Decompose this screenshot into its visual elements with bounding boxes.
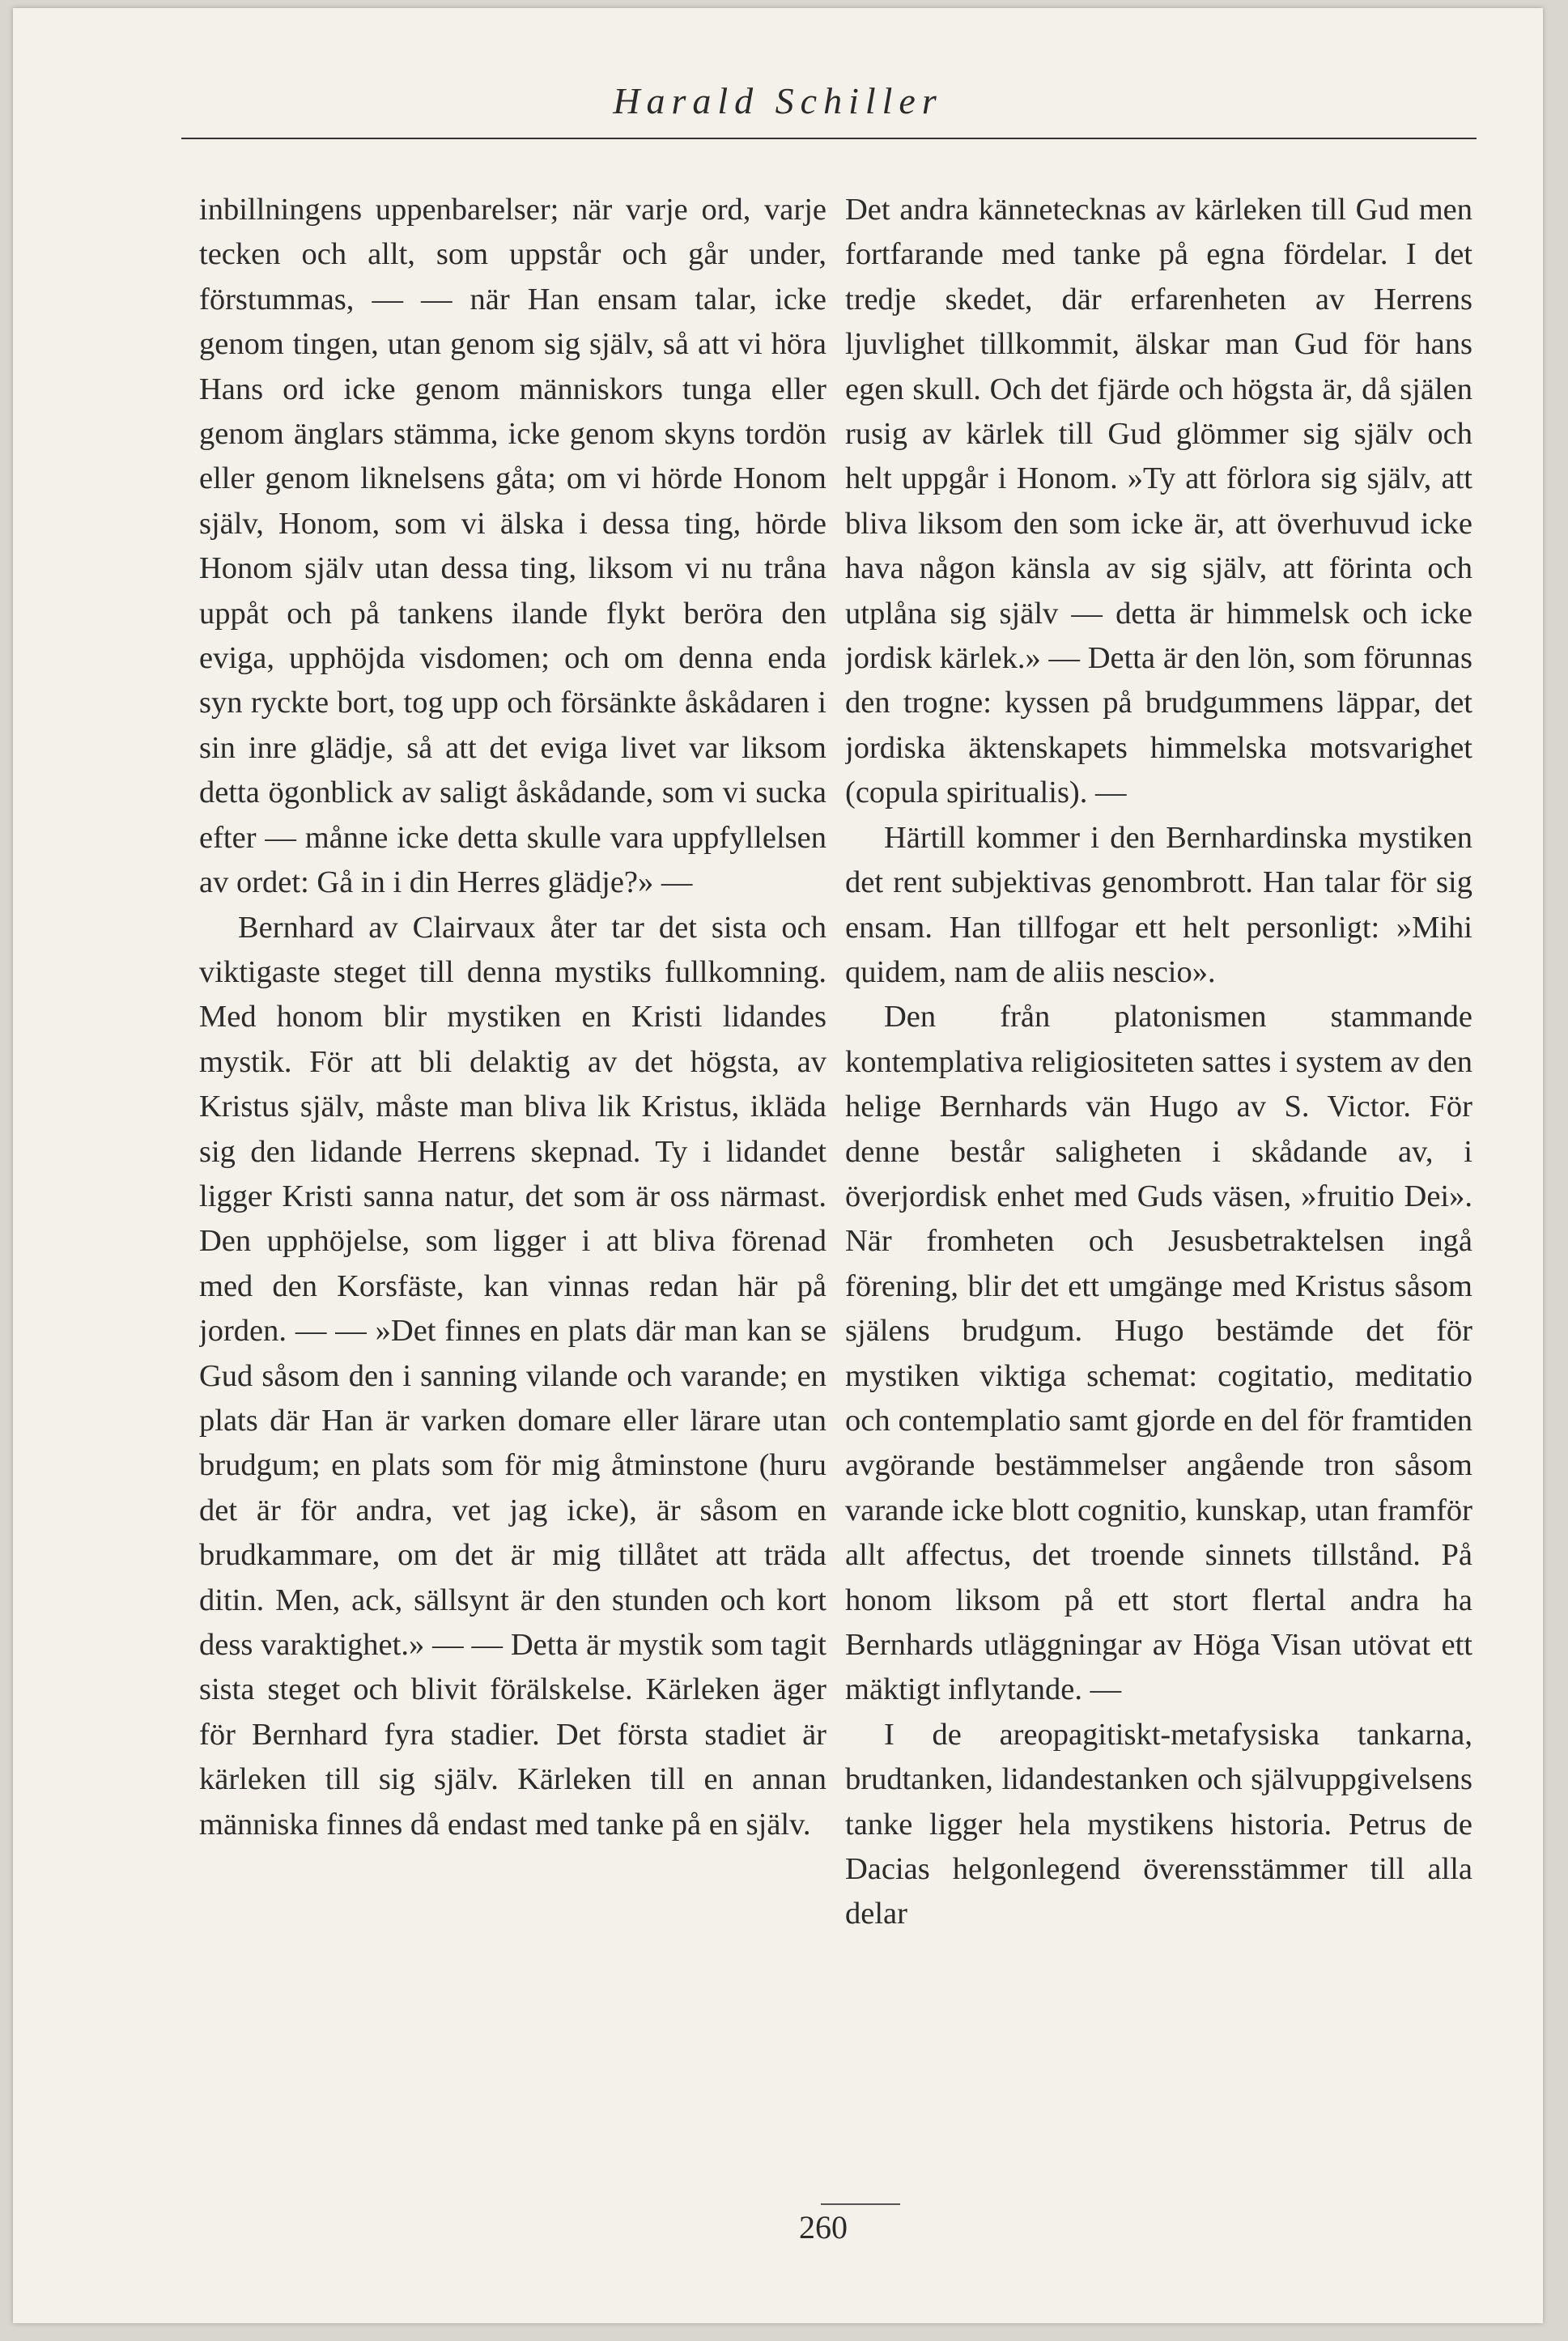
paragraph: inbillningens uppenbarelser; när varje ord, varje tecken och allt, som uppstår och går under, förstummas, — — när Han ensam talar, icke genom tingen, utan genom sig själv, så att vi höra Hans ord icke genom människors tunga eller genom änglars stämma, icke genom skyns tordön eller genom liknelsens gåta; om vi hörde Honom själv, Honom, som vi älska i dessa ting, hörde Honom själv utan dessa ting, liksom vi nu tråna uppåt och på tankens ilande flykt beröra den eviga, upphöjda visdomen; och om denna enda syn ryckte bort, tog upp och försänkte åskådaren i sin inre glädje, så att det eviga livet var liksom detta ögonblick av saligt åskådande, som vi sucka efter — månne icke detta skulle vara uppfyllelsen av ordet: Gå in i din Herres glädje?» — — [199, 193, 826, 900]
right-column — [845, 188, 1472, 2179]
left-column — [199, 188, 826, 2179]
page-number-rule — [821, 2203, 900, 2205]
paragraph: Det andra kännetecknas av kärleken till Gud men fortfarande med tanke på egna fördelar. I det tredje skedet, där erfarenheten av Herrens ljuvlighet tillkommit, älskar man Gud för hans egen skull. Och det fjärde och högsta är, då själen rusig av kärlek till Gud glömmer sig själv och helt uppgår i Honom. »Ty att förlora sig själv, att bliva liksom den som icke är, att överhuvud icke hava någon känsla av sig själv, att förinta och utplåna sig själv — detta är himmelsk och icke jordisk kärlek.» — Detta är den lön, som förunnas den trogne: kyssen på brudgummens läppar, det jordiska äktenskapets himmelska motsvarighet (copula spiritualis). — — [845, 193, 1472, 810]
paragraph: I de areopagitiskt-metafysiska tankarna, brudtanken, lidandestanken och självuppgivelsens tanke ligger hela mystikens historia. Petrus de Dacias helgonlegend överensstämmer till alla delar — [845, 1717, 1472, 1931]
running-header: Harald Schiller — [613, 80, 943, 121]
paragraph: Härtill kommer i den Bernhardinska mystiken det rent subjektivas genombrott. Han talar för sig ensam. Han tillfogar ett helt personligt: »Mihi quidem, nam de aliis nescio». — [845, 820, 1472, 989]
book-page — [13, 8, 1543, 2323]
page-number: 260 — [799, 2209, 848, 2245]
paragraph: Den från platonismen stammande kontemplativa religiositeten sattes i system av den helige Bernhards vän Hugo av S. Victor. För denne består saligheten i skådande av, i överjordisk enhet med Guds väsen, »fruitio Dei». När fromheten och Jesusbetraktelsen ingå förening, blir det ett umgänge med Kristus såsom själens brudgum. Hugo bestämde det för mystiken viktiga schemat: cogitatio, meditatio och contemplatio samt gjorde en del för framtiden avgörande bestämmelser angående tron såsom varande icke blott cognitio, kunskap, utan framför allt affectus, det troende sinnets tillstånd. På honom liksom på ett stort flertal andra ha Bernhards utläggningar av Höga Visan utövat ett mäktigt inflytande. — — [845, 1000, 1472, 1707]
header-rule — [181, 138, 1477, 139]
paragraph: Bernhard av Clairvaux åter tar det sista och viktigaste steget till denna mystiks fullkomning. Med honom blir mystiken en Kristi lidandes mystik. För att bli delaktig av det högsta, av Kristus själv, måste man bliva lik Kristus, ikläda sig den lidande Herrens skepnad. Ty i lidandet ligger Kristi sanna natur, det som är oss närmast. Den upphöjelse, som ligger i att bliva förenad med den Korsfäste, kan vinnas redan här på jorden. — — »Det finnes en plats där man kan se Gud såsom den i sanning vilande och varande; en plats där Han är varken domare eller lärare utan brudgum; en plats som för mig åtminstone (huru det är för andra, vet jag icke), är såsom en brudkammare, om det är mig tillåtet att träda ditin. Men, ack, sällsynt är den stunden och kort dess varaktighet.» — — Detta är mystik som tagit sista steget och blivit förälskelse. Kärleken äger för Bernhard fyra stadier. Det första stadiet är kärleken till sig själv. Kärleken till en annan människa finnes då endast med tanke på en själv. — [199, 910, 826, 1842]
